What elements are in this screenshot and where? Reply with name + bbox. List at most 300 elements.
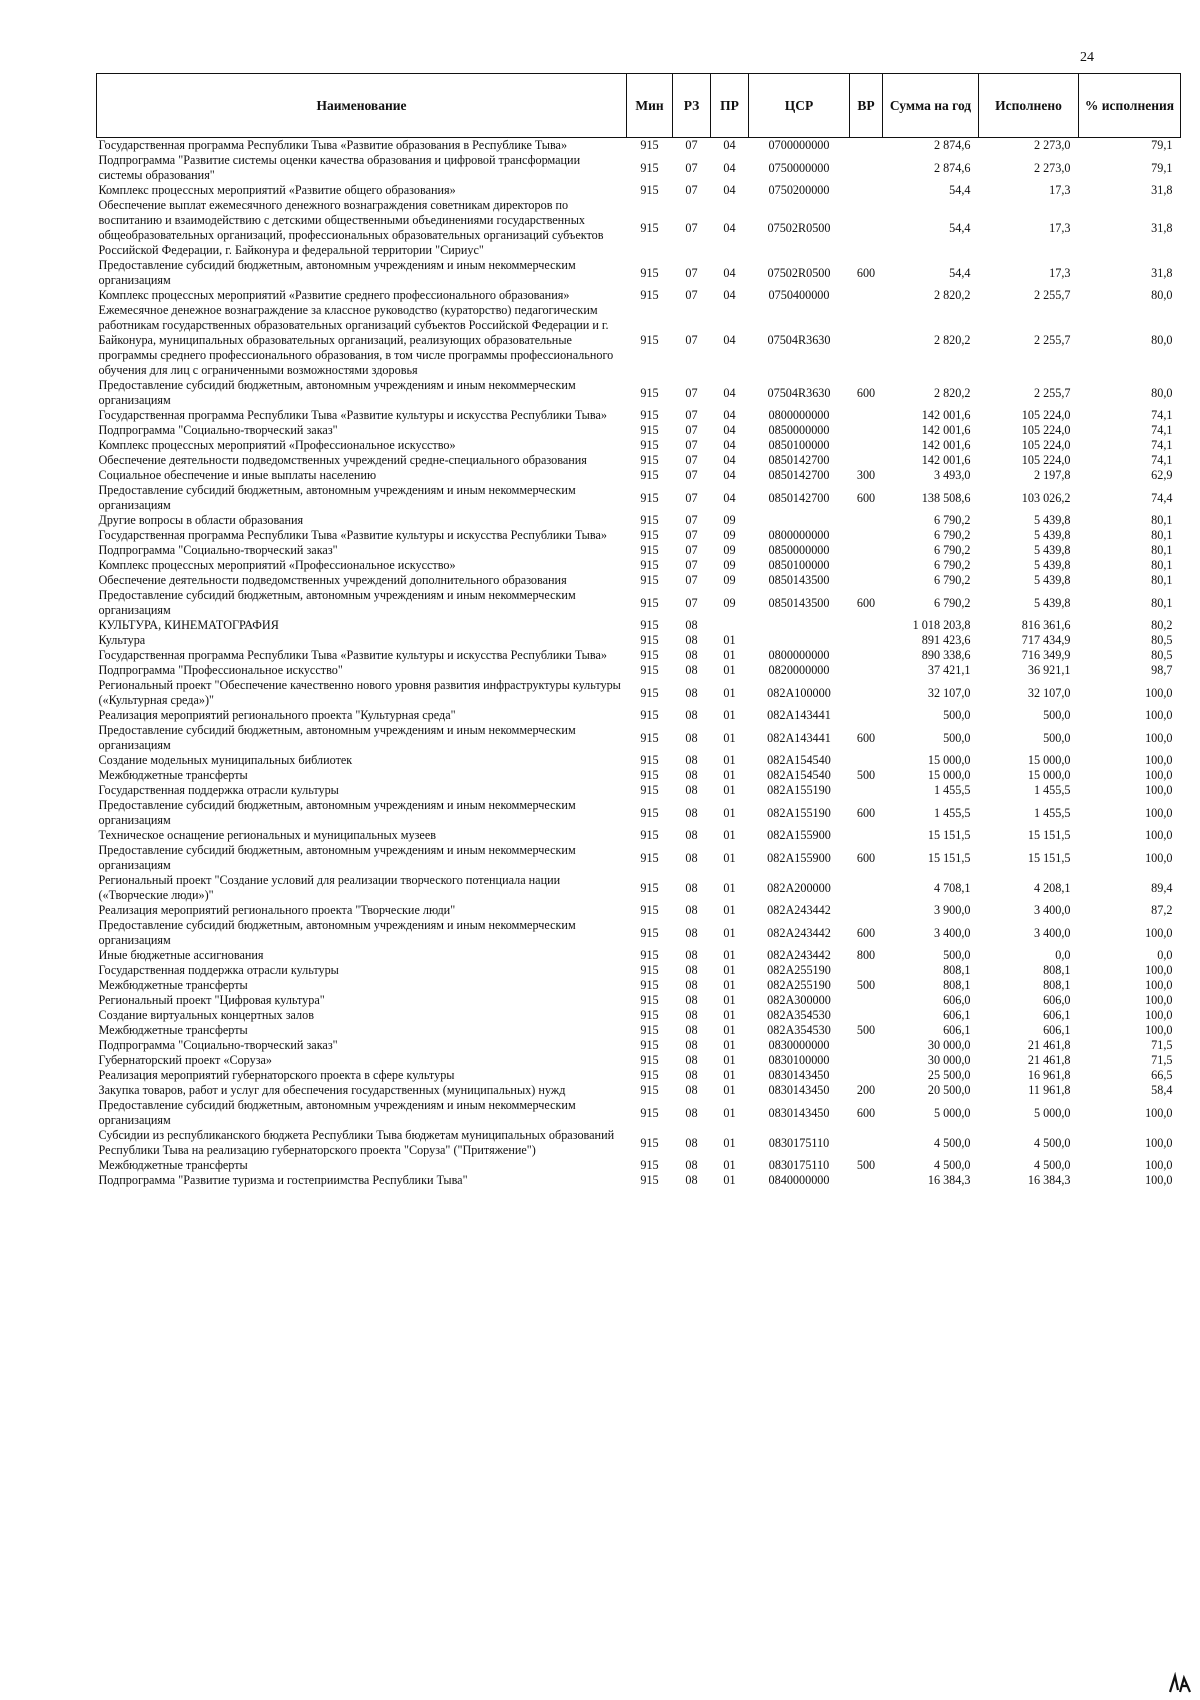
table-row [97, 678, 1181, 708]
cell-min: 915 [640, 1173, 659, 1187]
cell-pr: 01 [723, 963, 736, 977]
cell-pr: 04 [723, 265, 736, 280]
table-row [97, 1098, 1181, 1128]
table-row [97, 828, 1181, 843]
cell-pct: 87,2 [1151, 903, 1173, 917]
table-row [97, 873, 1181, 903]
cell-sum: 1 455,5 [933, 783, 971, 797]
cell-csr: 082A300000 [767, 993, 831, 1007]
cell-vr [850, 1053, 883, 1068]
cell-vr: 500 [856, 1158, 876, 1172]
cell-vr [850, 453, 883, 468]
cell-csr: 082A155900 [767, 828, 831, 842]
cell-name: Предоставление субсидий бюджетным, автономным учреждениям и иным некоммерческим организациям [98, 918, 576, 947]
cell-pct: 100,0 [1145, 925, 1173, 940]
cell-pr: 01 [723, 1158, 736, 1172]
cell-pct: 74,1 [1151, 423, 1173, 437]
cell-min: 915 [640, 468, 659, 482]
cell-rz: 07 [685, 453, 698, 467]
cell-rz: 08 [685, 1053, 698, 1067]
cell-vr [850, 993, 883, 1008]
cell-sum: 37 421,1 [927, 663, 971, 677]
cell-rz: 08 [685, 978, 698, 992]
cell-rz: 08 [685, 663, 698, 677]
cell-done: 11 961,8 [1028, 1083, 1071, 1097]
cell-sum: 142 001,6 [921, 408, 971, 422]
cell-csr: 07504R3630 [767, 385, 831, 400]
cell-vr [850, 1128, 883, 1158]
cell-rz: 08 [685, 1038, 698, 1052]
cell-name: Комплекс процессных мероприятий «Профессиональное искусство» [98, 438, 456, 452]
cell-done: 716 349,9 [1021, 648, 1071, 662]
table-row [97, 573, 1181, 588]
cell-sum: 2 820,2 [933, 288, 971, 302]
cell-rz: 08 [685, 753, 698, 767]
cell-csr: 082A243442 [767, 948, 831, 962]
cell-pr: 04 [723, 183, 736, 197]
cell-vr [850, 138, 883, 154]
cell-min: 915 [640, 828, 659, 842]
cell-name: Подпрограмма "Социально-творческий заказ" [98, 543, 338, 557]
cell-rz: 07 [685, 468, 698, 482]
cell-pct: 100,0 [1145, 708, 1173, 722]
cell-pct: 74,1 [1151, 438, 1173, 452]
cell-sum: 891 423,6 [921, 633, 971, 647]
cell-sum: 6 790,2 [933, 513, 971, 527]
cell-pr: 01 [723, 1053, 736, 1067]
cell-csr: 07504R3630 [767, 333, 831, 347]
cell-csr: 082A155900 [767, 850, 831, 865]
cell-name: Региональный проект "Создание условий для реализации творческого потенциала нации («Творческие люди»)" [98, 873, 561, 902]
cell-done: 5 439,8 [1033, 558, 1071, 572]
cell-rz: 08 [685, 963, 698, 977]
cell-name: Государственная программа Республики Тыва «Развитие культуры и искусства Республики Тыва» [98, 408, 607, 422]
table-row [97, 288, 1181, 303]
cell-csr: 0830100000 [768, 1053, 830, 1067]
cell-done: 4 500,0 [1033, 1158, 1071, 1172]
cell-sum: 606,0 [943, 993, 971, 1007]
header-pr: ПР [711, 74, 749, 138]
cell-pr: 04 [723, 490, 736, 505]
cell-done: 105 224,0 [1021, 408, 1071, 422]
cell-rz: 07 [685, 160, 698, 175]
cell-pct: 71,5 [1151, 1038, 1173, 1052]
cell-done: 15 151,5 [1027, 850, 1071, 865]
cell-csr: 07502R0500 [767, 220, 831, 235]
cell-vr [850, 903, 883, 918]
cell-done: 15 000,0 [1027, 753, 1071, 767]
cell-csr: 082A243442 [767, 925, 831, 940]
cell-sum: 6 790,2 [933, 543, 971, 557]
cell-sum: 16 384,3 [927, 1173, 971, 1187]
cell-done: 3 400,0 [1033, 903, 1071, 917]
cell-rz: 07 [685, 423, 698, 437]
table-row [97, 753, 1181, 768]
cell-vr [850, 753, 883, 768]
table-row [97, 303, 1181, 378]
cell-csr: 0800000000 [768, 528, 830, 542]
cell-done: 105 224,0 [1021, 423, 1071, 437]
cell-done: 5 439,8 [1033, 595, 1071, 610]
table-row [97, 633, 1181, 648]
cell-min: 915 [640, 265, 659, 280]
cell-pr: 04 [723, 160, 736, 175]
cell-done: 103 026,2 [1021, 490, 1071, 505]
cell-rz: 08 [685, 768, 698, 782]
cell-vr [850, 303, 883, 378]
cell-pct: 100,0 [1145, 1135, 1173, 1150]
cell-done: 36 921,1 [1027, 663, 1071, 677]
cell-name: Ежемесячное денежное вознаграждение за классное руководство (кураторство) педагогическим работникам государственных образовательных организаций субъектов Российской Федерации и г. Байконура, муниципальных образовательных организаций, реализующих образовательные программы среднего профессионального образования, в том числе программы профессионального обучения для лиц с ограниченными возможностями здоровья [98, 303, 614, 377]
cell-vr [850, 198, 883, 258]
cell-min: 915 [640, 805, 659, 820]
cell-done: 2 273,0 [1033, 160, 1071, 175]
cell-done: 16 961,8 [1027, 1068, 1071, 1082]
cell-min: 915 [640, 783, 659, 797]
cell-vr [850, 708, 883, 723]
cell-csr: 082A143441 [767, 708, 831, 722]
cell-pct: 100,0 [1145, 978, 1173, 992]
cell-min: 915 [640, 663, 659, 677]
cell-vr: 600 [856, 1105, 876, 1120]
cell-pct: 31,8 [1151, 220, 1173, 235]
cell-pct: 100,0 [1145, 783, 1173, 797]
cell-min: 915 [640, 708, 659, 722]
cell-min: 915 [640, 183, 659, 197]
table-row [97, 1023, 1181, 1038]
cell-csr: 0830175110 [768, 1135, 830, 1150]
cell-name: Государственная программа Республики Тыва «Развитие культуры и искусства Республики Тыва» [98, 648, 607, 662]
cell-pct: 31,8 [1151, 183, 1173, 197]
cell-done: 2 273,0 [1033, 138, 1071, 152]
table-row [97, 423, 1181, 438]
cell-vr: 200 [856, 1083, 876, 1097]
cell-vr [850, 288, 883, 303]
cell-sum: 30 000,0 [927, 1053, 971, 1067]
table-row [97, 948, 1181, 963]
cell-sum: 30 000,0 [927, 1038, 971, 1052]
cell-sum: 500,0 [943, 708, 971, 722]
table-row [97, 618, 1181, 633]
cell-pr: 04 [723, 408, 736, 422]
budget-table [96, 73, 1181, 1188]
signature-scribble [1168, 1672, 1194, 1694]
cell-pr: 04 [723, 438, 736, 452]
cell-csr: 082A155190 [767, 805, 831, 820]
cell-min: 915 [640, 730, 659, 745]
cell-pr: 04 [723, 423, 736, 437]
cell-sum: 890 338,6 [921, 648, 971, 662]
cell-rz: 07 [685, 558, 698, 572]
cell-min: 915 [640, 1105, 659, 1120]
cell-pr: 09 [723, 513, 736, 527]
cell-sum: 142 001,6 [921, 438, 971, 452]
cell-min: 915 [640, 423, 659, 437]
cell-pct: 100,0 [1145, 1158, 1173, 1172]
cell-rz: 08 [685, 1068, 698, 1082]
cell-sum: 54,4 [949, 220, 971, 235]
cell-vr [850, 558, 883, 573]
cell-min: 915 [640, 948, 659, 962]
cell-sum: 3 493,0 [933, 468, 971, 482]
cell-min: 915 [640, 978, 659, 992]
cell-csr [749, 633, 850, 648]
cell-pct: 80,1 [1151, 528, 1173, 542]
header-vr: ВР [850, 74, 883, 138]
cell-min: 915 [640, 1083, 659, 1097]
cell-vr: 500 [856, 1023, 876, 1037]
cell-pr: 01 [723, 978, 736, 992]
cell-pct: 80,1 [1151, 573, 1173, 587]
table-row [97, 558, 1181, 573]
table-row [97, 153, 1181, 183]
table-row [97, 648, 1181, 663]
cell-csr: 0750400000 [768, 288, 830, 302]
cell-vr: 600 [856, 805, 876, 820]
cell-name: Государственная поддержка отрасли культуры [98, 963, 339, 977]
cell-min: 915 [640, 648, 659, 662]
cell-pct: 80,5 [1151, 633, 1173, 647]
table-row [97, 1068, 1181, 1083]
cell-pct: 31,8 [1151, 265, 1173, 280]
cell-min: 915 [640, 1158, 659, 1172]
cell-pr: 04 [723, 288, 736, 302]
cell-min: 915 [640, 1023, 659, 1037]
cell-name: Межбюджетные трансферты [98, 1158, 248, 1172]
cell-csr: 0850100000 [768, 438, 830, 452]
cell-rz: 07 [685, 573, 698, 587]
cell-rz: 08 [685, 783, 698, 797]
table-row [97, 138, 1181, 154]
cell-pr: 01 [723, 648, 736, 662]
cell-done: 5 439,8 [1033, 573, 1071, 587]
cell-vr [850, 573, 883, 588]
cell-pr: 01 [723, 1173, 736, 1187]
header-rz: РЗ [673, 74, 711, 138]
cell-pct: 80,0 [1151, 288, 1173, 302]
table-row [97, 768, 1181, 783]
cell-pr: 01 [723, 805, 736, 820]
cell-csr: 0750000000 [768, 160, 830, 175]
cell-sum: 2 820,2 [933, 385, 971, 400]
cell-min: 915 [640, 288, 659, 302]
cell-name: Подпрограмма "Развитие туризма и гостеприимства Республики Тыва" [98, 1173, 468, 1187]
cell-csr: 0850143500 [768, 595, 830, 610]
cell-pr: 01 [723, 948, 736, 962]
cell-vr: 500 [856, 978, 876, 992]
cell-vr: 600 [856, 385, 876, 400]
cell-csr: 0830143450 [768, 1068, 830, 1082]
cell-done: 32 107,0 [1027, 685, 1071, 700]
cell-name: Предоставление субсидий бюджетным, автономным учреждениям и иным некоммерческим организациям [98, 483, 576, 512]
cell-done: 17,3 [1049, 183, 1071, 197]
cell-csr: 082A243442 [767, 903, 831, 917]
cell-rz: 08 [685, 1008, 698, 1022]
cell-pct: 100,0 [1145, 1173, 1173, 1187]
cell-done: 2 197,8 [1033, 468, 1071, 482]
cell-csr: 082A154540 [767, 753, 831, 767]
cell-pr: 01 [723, 1023, 736, 1037]
cell-done: 15 000,0 [1027, 768, 1071, 782]
cell-min: 915 [640, 880, 659, 895]
cell-csr: 082A200000 [767, 880, 831, 895]
header-min: Мин [627, 74, 673, 138]
cell-name: Комплекс процессных мероприятий «Развитие общего образования» [98, 183, 456, 197]
cell-rz: 08 [685, 1158, 698, 1172]
table-row [97, 1083, 1181, 1098]
cell-rz: 08 [685, 925, 698, 940]
cell-pr: 04 [723, 468, 736, 482]
cell-vr [850, 1038, 883, 1053]
cell-vr [850, 648, 883, 663]
cell-rz: 07 [685, 408, 698, 422]
table-row [97, 1053, 1181, 1068]
table-row [97, 198, 1181, 258]
cell-rz: 07 [685, 265, 698, 280]
cell-pr: 09 [723, 528, 736, 542]
cell-min: 915 [640, 558, 659, 572]
cell-min: 915 [640, 453, 659, 467]
cell-done: 16 384,3 [1027, 1173, 1071, 1187]
cell-sum: 3 400,0 [933, 925, 971, 940]
table-row [97, 453, 1181, 468]
cell-csr: 082A143441 [767, 730, 831, 745]
cell-vr [850, 783, 883, 798]
cell-csr: 0830175110 [768, 1158, 830, 1172]
cell-pct: 100,0 [1145, 1023, 1173, 1037]
cell-vr: 600 [856, 850, 876, 865]
cell-name: Техническое оснащение региональных и муниципальных музеев [98, 828, 436, 842]
cell-csr: 0800000000 [768, 408, 830, 422]
header-csr: ЦСР [749, 74, 850, 138]
table-row [97, 408, 1181, 423]
cell-sum: 54,4 [949, 183, 971, 197]
cell-vr: 600 [856, 490, 876, 505]
table-row [97, 1158, 1181, 1173]
budget-table-container [96, 73, 1180, 1188]
cell-rz: 07 [685, 183, 698, 197]
cell-name: Государственная программа Республики Тыва «Развитие культуры и искусства Республики Тыва» [98, 528, 607, 542]
table-row [97, 438, 1181, 453]
cell-done: 0,0 [1055, 948, 1071, 962]
cell-csr: 0800000000 [768, 648, 830, 662]
cell-sum: 6 790,2 [933, 558, 971, 572]
cell-min: 915 [640, 595, 659, 610]
cell-name: Закупка товаров, работ и услуг для обеспечения государственных (муниципальных) нужд [98, 1083, 566, 1097]
cell-sum: 606,1 [943, 1023, 971, 1037]
table-row [97, 468, 1181, 483]
cell-sum: 808,1 [943, 978, 971, 992]
cell-pct: 100,0 [1145, 850, 1173, 865]
cell-pr: 09 [723, 558, 736, 572]
cell-min: 915 [640, 138, 659, 152]
cell-vr [850, 183, 883, 198]
cell-sum: 15 000,0 [927, 768, 971, 782]
table-row [97, 543, 1181, 558]
cell-pct: 100,0 [1145, 730, 1173, 745]
cell-pct: 71,5 [1151, 1053, 1173, 1067]
cell-vr: 500 [856, 768, 876, 782]
cell-pct: 100,0 [1145, 993, 1173, 1007]
cell-pct: 0,0 [1157, 948, 1173, 962]
cell-rz: 08 [685, 730, 698, 745]
table-row [97, 723, 1181, 753]
cell-done: 4 500,0 [1033, 1135, 1071, 1150]
cell-csr: 082A354530 [767, 1023, 831, 1037]
cell-csr: 0830143450 [768, 1105, 830, 1120]
cell-name: Культура [98, 633, 146, 647]
cell-csr: 0820000000 [768, 663, 830, 677]
cell-min: 915 [640, 220, 659, 235]
cell-sum: 32 107,0 [927, 685, 971, 700]
cell-sum: 6 790,2 [933, 573, 971, 587]
cell-min: 915 [640, 618, 659, 632]
cell-vr [850, 678, 883, 708]
table-row [97, 1008, 1181, 1023]
cell-pr: 01 [723, 783, 736, 797]
cell-sum: 15 151,5 [927, 828, 971, 842]
cell-rz: 08 [685, 1135, 698, 1150]
cell-done: 21 461,8 [1027, 1038, 1071, 1052]
table-row [97, 978, 1181, 993]
cell-done: 808,1 [1043, 963, 1071, 977]
cell-name: Предоставление субсидий бюджетным, автономным учреждениям и иным некоммерческим организациям [98, 1098, 576, 1127]
table-row [97, 783, 1181, 798]
cell-pct: 74,1 [1151, 453, 1173, 467]
cell-vr: 600 [856, 595, 876, 610]
cell-name: Предоставление субсидий бюджетным, автономным учреждениям и иным некоммерческим организациям [98, 723, 576, 752]
cell-min: 915 [640, 768, 659, 782]
cell-min: 915 [640, 753, 659, 767]
cell-pr: 01 [723, 730, 736, 745]
table-row [97, 843, 1181, 873]
cell-min: 915 [640, 850, 659, 865]
table-row [97, 708, 1181, 723]
table-body [97, 138, 1181, 1189]
cell-pr: 01 [723, 1038, 736, 1052]
cell-name: Межбюджетные трансферты [98, 1023, 248, 1037]
table-row [97, 528, 1181, 543]
cell-name: Подпрограмма "Социально-творческий заказ" [98, 423, 338, 437]
handwritten-signature [1168, 1672, 1194, 1700]
cell-vr [850, 408, 883, 423]
cell-pct: 100,0 [1145, 1105, 1173, 1120]
cell-pct: 89,4 [1151, 880, 1173, 895]
cell-done: 17,3 [1049, 220, 1071, 235]
cell-done: 717 434,9 [1021, 633, 1071, 647]
cell-pct: 80,0 [1151, 385, 1173, 400]
cell-rz: 07 [685, 438, 698, 452]
cell-min: 915 [640, 438, 659, 452]
cell-pct: 100,0 [1145, 963, 1173, 977]
cell-sum: 500,0 [943, 730, 971, 745]
cell-pct: 80,1 [1151, 558, 1173, 572]
cell-pr: 01 [723, 1008, 736, 1022]
cell-rz: 08 [685, 648, 698, 662]
cell-min: 915 [640, 685, 659, 700]
cell-rz: 08 [685, 1173, 698, 1187]
cell-vr [850, 543, 883, 558]
cell-vr [850, 423, 883, 438]
cell-name: Создание модельных муниципальных библиотек [98, 753, 353, 767]
cell-done: 1 455,5 [1033, 805, 1071, 820]
table-row [97, 963, 1181, 978]
cell-rz: 08 [685, 993, 698, 1007]
cell-csr: 0830143450 [768, 1083, 830, 1097]
cell-done: 105 224,0 [1021, 438, 1071, 452]
cell-sum: 6 790,2 [933, 528, 971, 542]
cell-done: 5 439,8 [1033, 543, 1071, 557]
